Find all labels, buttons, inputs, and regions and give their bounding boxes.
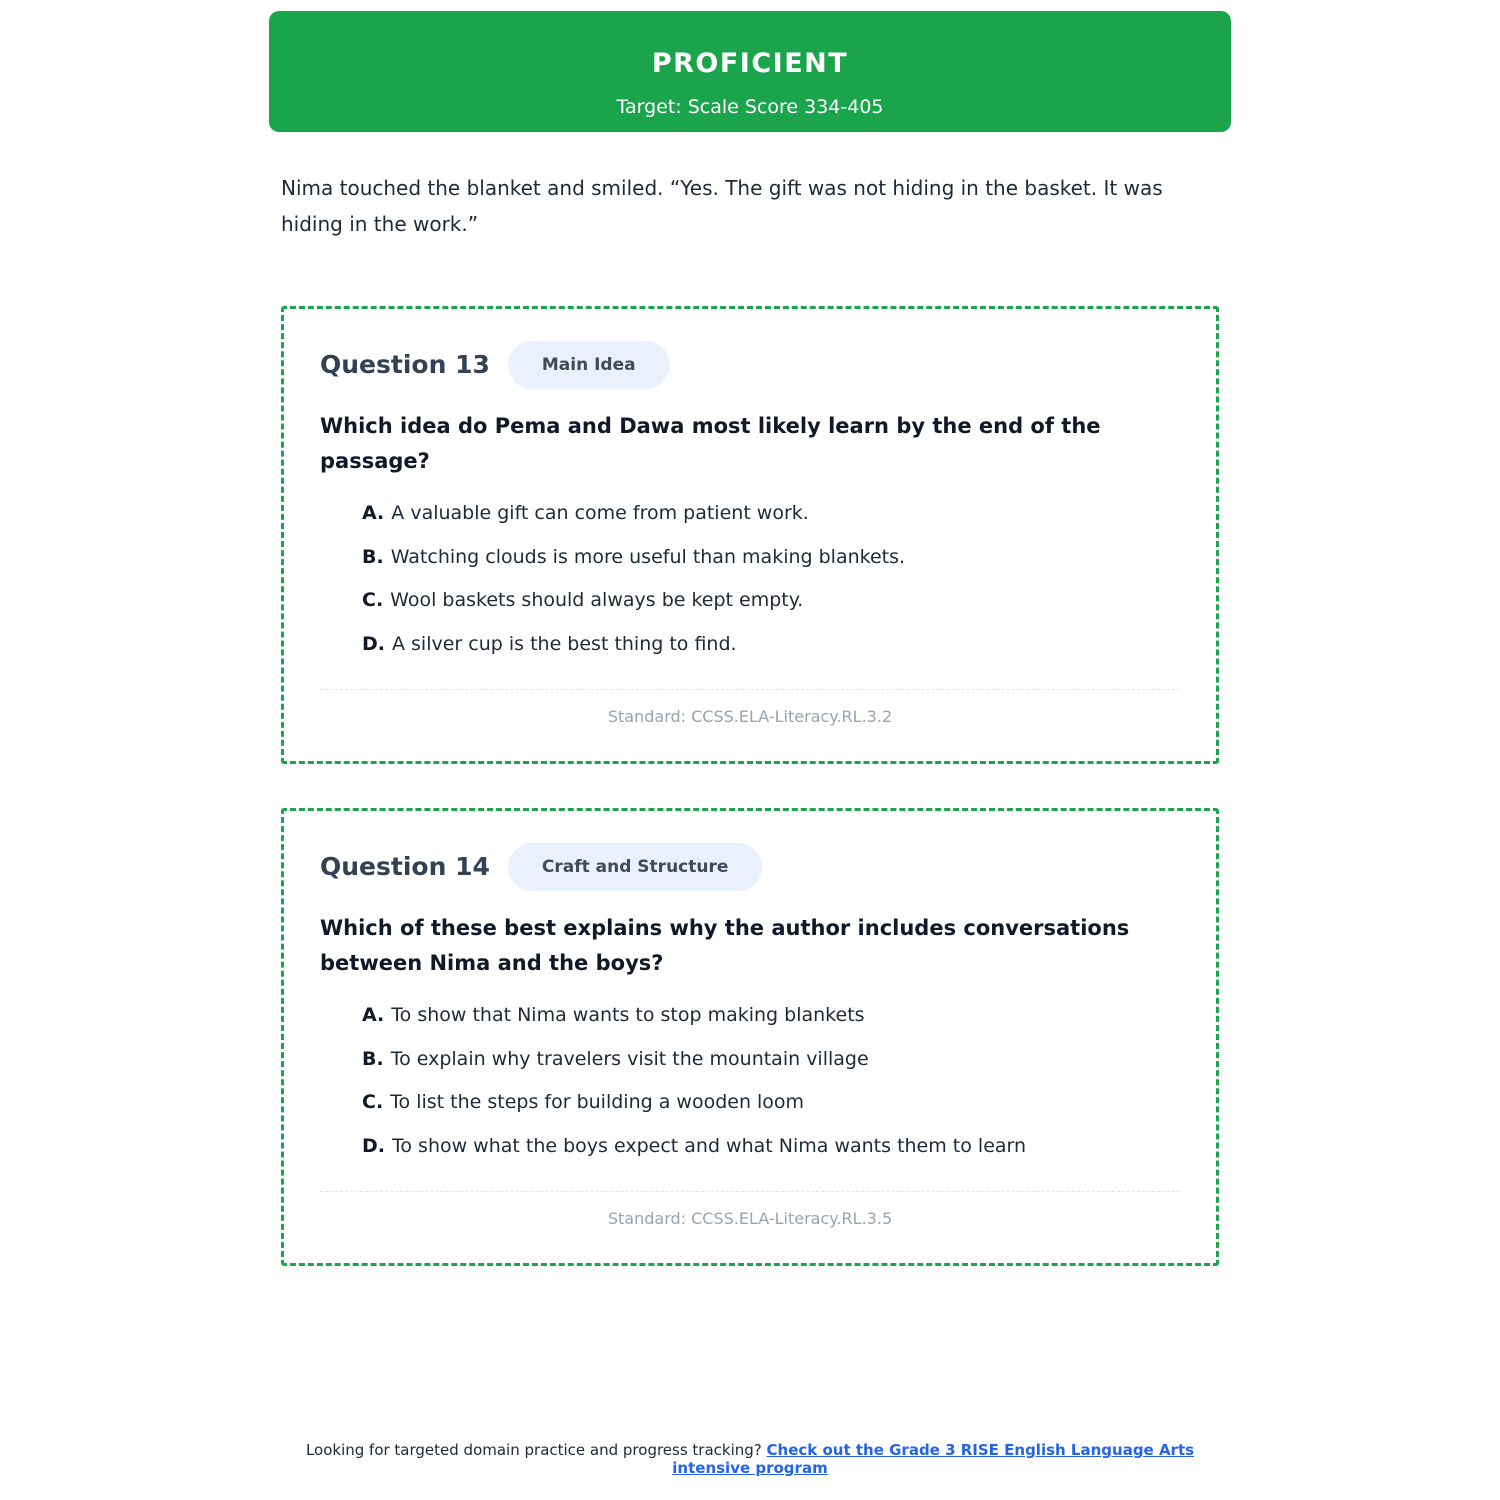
standard-label: Standard: CCSS.ELA-Literacy.RL.3.2 (607, 707, 893, 726)
question-number: Question 14 (320, 852, 490, 881)
option-text: Watching clouds is more useful than making blankets. (390, 545, 906, 568)
passage-text: Nima touched the blanket and smiled. “Yes. The gift was not hiding in the basket. It was hiding in the work.” (281, 176, 1163, 236)
option-letter: B. (362, 545, 384, 568)
skill-badge: Craft and Structure (508, 843, 763, 891)
answer-option-c[interactable] (362, 1088, 1026, 1132)
option-letter: D. (362, 632, 385, 655)
answer-option-c[interactable] (362, 586, 905, 630)
option-text: To show what the boys expect and what Nima wants them to learn (392, 1134, 1027, 1157)
question-prompt: Which of these best explains why the author includes conversations between Nima and the boys? (320, 916, 1130, 975)
program-link[interactable]: Check out the Grade 3 RISE English Language Arts intensive program (672, 1441, 1195, 1477)
option-letter: C. (362, 1091, 384, 1114)
answer-options (362, 499, 905, 673)
answer-option-d[interactable] (362, 1132, 1026, 1176)
option-text: To show that Nima wants to stop making blankets (391, 1004, 865, 1026)
target-score: Target: Scale Score 334-405 (616, 96, 884, 118)
level-title: PROFICIENT (651, 48, 849, 79)
footer-text: Looking for targeted domain practice and progress tracking? (305, 1441, 762, 1459)
option-text: To explain why travelers visit the mountain village (390, 1047, 869, 1070)
question-header (320, 843, 762, 891)
question-header (320, 341, 670, 389)
option-letter: A. (362, 502, 385, 524)
question-number: Question 13 (320, 350, 490, 379)
answer-option-b[interactable] (362, 1045, 1026, 1089)
skill-badge: Main Idea (508, 341, 670, 389)
option-letter: D. (362, 1134, 385, 1157)
answer-option-b[interactable] (362, 543, 905, 587)
level-banner (269, 11, 1231, 132)
option-text: Wool baskets should always be kept empty. (390, 589, 804, 612)
option-text: A valuable gift can come from patient work. (391, 502, 809, 524)
divider (320, 1191, 1180, 1192)
answer-option-a[interactable] (362, 499, 905, 543)
option-text: A silver cup is the best thing to find. (392, 632, 737, 655)
standard-label: Standard: CCSS.ELA-Literacy.RL.3.5 (607, 1209, 893, 1228)
answer-options (362, 1001, 1026, 1175)
option-letter: C. (362, 589, 384, 612)
question-card (281, 808, 1219, 1266)
answer-option-a[interactable] (362, 1001, 1026, 1045)
question-card (281, 306, 1219, 764)
option-letter: A. (362, 1004, 385, 1026)
question-prompt: Which idea do Pema and Dawa most likely learn by the end of the passage? (320, 414, 1101, 473)
answer-option-d[interactable] (362, 630, 905, 674)
option-text: To list the steps for building a wooden loom (390, 1091, 805, 1114)
divider (320, 689, 1180, 690)
option-letter: B. (362, 1047, 384, 1070)
footer-promo (269, 1441, 1231, 1477)
